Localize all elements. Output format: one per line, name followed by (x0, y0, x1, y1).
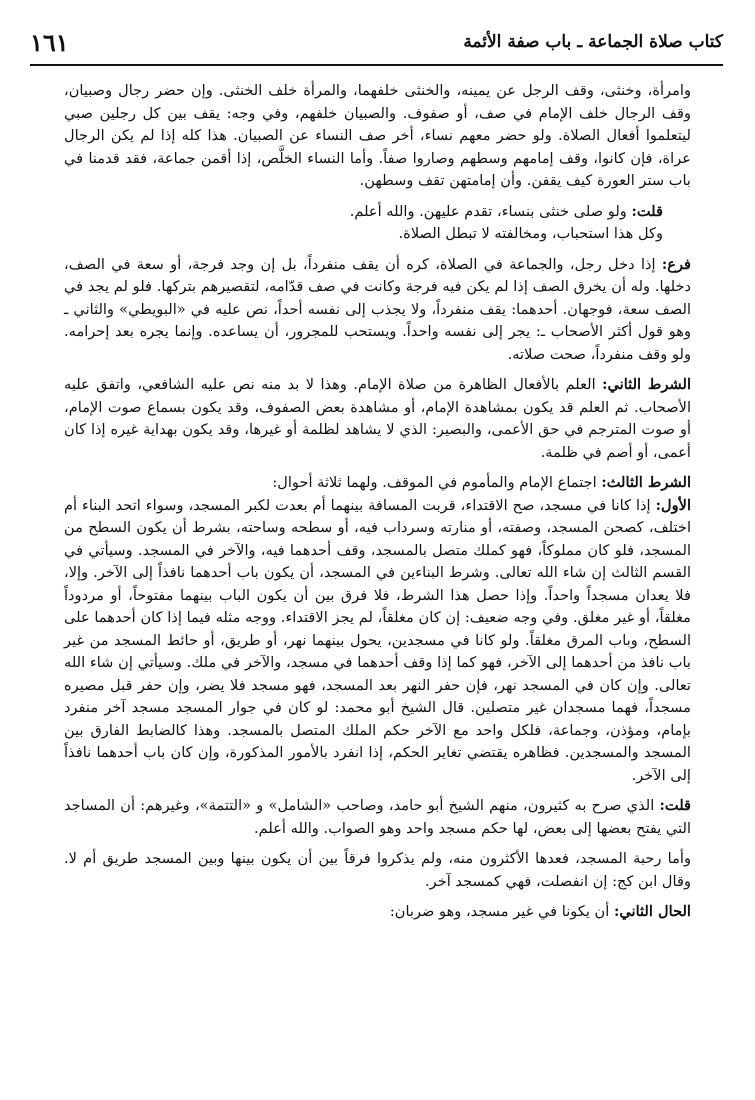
paragraph-second-case (64, 901, 691, 924)
paragraph-text: وأما رحبة المسجد، فعدها الأكثرون منه، ولم يذكروا فرقاً بين أن يكون بينها وبين المسجد طريق أم لا. وقال ابن كج: إن انفصلت، فهي كمسجد آخر. (64, 850, 691, 890)
paragraph-text: إذا دخل رجل، والجماعة في الصلاة، كره أن يقف منفرداً، بل إن وجد فرجة، أو سعة في الصف، دخلها. وله أن يخرق الصف إذا لم يكن فيه فرجة وكانت في صف قدّامه، لتقصيرهم بتركها. فلو لم يجد في الصف سعة، فوجهان. أحدهما: يقف منفرداً، ولا يجذب إلى نفسه أحداً، نص عليه في «البويطي» والثاني ـ وهو قول أكثر الأصحاب ـ: يجر إلى نفسه واحداً. ويستحب للمجرور، أن يساعده. وإنما يجره بعد إحرامه. ولو وقف منفرداً، صحت صلاته. (64, 255, 691, 363)
paragraph-far (64, 254, 691, 367)
paragraph-continuation (64, 80, 691, 193)
header-rule (30, 64, 723, 66)
paragraph-label: الأول: (655, 496, 691, 514)
running-title: كتاب صلاة الجماعة ـ باب صفة الأئمة (463, 32, 723, 52)
paragraph-label: الشرط الثالث: (601, 474, 691, 491)
page-header (30, 26, 723, 62)
paragraph-first-case (64, 495, 691, 788)
paragraph-label: فرع: (661, 255, 692, 273)
paragraph-text: إذا كانا في مسجد، صح الاقتداء، قربت المسافة بينهما أم بعدت لكبر المسجد، وسواء اتحد البناء أم اختلف، كصحن المسجد، وصفته، أو منارته وسرداب فيه، أو سطحه وساحته، بشرط أن يكون السطح من المسجد، فلو كان مملوكاً، فهو كملك متصل بالمسجد، وقف أحدهما فيه، والآخر في المسجد. وسيأتي في القسم الثالث إن شاء الله تعالى. وشرط البناءين في المسجد، أن يكون باب أحدهما نافذاً إلى الآخر. وإلا، فلا يعدان مسجداً واحداً. وإذا حصل هذا الشرط، فلا فرق بين أن يكون الباب بينهما مفتوحاً، أو مردوداً مغلقاً، أو غير مغلق. وفي وجه ضعيف: إن كان مغلقاً، لم يجز الاقتداء. ووجه مثله فيما إذا كان أحدهما على السطح، وباب المرق مغلقاً. ولو كانا في مسجدين، يحول بينهما نهر، أو طريق، أو حائط المسجد من غير باب نافذ من أحدهما إلى الآخر، فهو كما إذا وقف أحدهما في مسجد، والآخر في ملك. وسيأتي إن شاء الله تعالى. وإن كان في المسجد نهر، فإن حفر النهر بعد المسجد، فهو مسجد فلا يضر، وإن حفر قبل مصيره مسجداً، فهما مسجدان غير متصلين. قال الشيخ أبو محمد: لو كان في جوار المسجد مسجد آخر منفرد بإمام، ومؤذن، وجماعة، فلكل واحد مع الآخر حكم الملك المتصل بالمسجد. وهذا كالضابط الفارق بين المسجد والمسجدين. فظاهره يقتضي تغاير الحكم، إذا انفرد بالأمور المذكورة، وإن كان باب أحدهما نافذاً إلى الآخر. (64, 496, 691, 784)
paragraph-text: وامرأة، وخنثى، وقف الرجل عن يمينه، والخنثى خلفهما، والمرأة خلف الخنثى. وإن حضر رجال وصبيان، وقف الرجال خلف الإمام في صف، أو صفوف. والصبيان خلفهم، وفي وجه: يقف بين كل رجلين صبي ليتعلموا أفعال الصلاة. ولو حضر معهم نساء، أخر صف النساء عن الصبيان. هذا كله إذا لم يكن الرجال عراة، فإن كانوا، وقف إمامهم وسطهم وصاروا صفاً. وأما النساء الخلَّص، إذا أقمن جماعة، فقد قدمنا في باب ستر العورة كيف يقفن. وأن إمامتهن تقف وسطهن. (64, 82, 691, 189)
page-body (64, 80, 691, 1088)
paragraph-ruling (64, 223, 691, 246)
paragraph-qultu-2 (64, 795, 691, 840)
paragraph-text: العلم بالأفعال الظاهرة من صلاة الإمام. وهذا لا بد منه نص عليه الشافعي، واتفق عليه الأصحاب. ثم العلم قد يكون بمشاهدة الإمام، أو مشاهدة بعض الصفوف، وقد يكون بسماع صوت الإمام، أو صوت المترجم في حق الأعمى، والبصير: الذي لا يشاهد لظلمة أو غيرها، وقد يكون بهداية غيره إذا كان أعمى، أو أصم في ظلمة. (64, 376, 691, 461)
paragraph-qultu (64, 201, 691, 224)
paragraph-text: الذي صرح به كثيرون، منهم الشيخ أبو حامد، وصاحب «الشامل» و «التتمة»، وغيرهم: أن المساجد التي يفتح بعضها إلى بعض، لها حكم مسجد واحد وهو الصواب. والله أعلم. (64, 797, 691, 837)
paragraph-label: قلت: (631, 202, 663, 220)
paragraph-text: ولو صلى خنثى بنساء، تقدم عليهن. والله أعلم. (349, 202, 627, 220)
paragraph-text: أن يكونا في غير مسجد، وهو ضربان: (389, 903, 610, 920)
paragraph-label: قلت: (659, 797, 692, 814)
paragraph-label: الحال الثاني: (613, 903, 691, 920)
paragraph-label: الشرط الثاني: (602, 376, 691, 393)
page-number: ١٦١ (30, 28, 69, 57)
paragraph-third-condition (64, 472, 691, 495)
paragraph-text: وكل هذا استحباب، ومخالفته لا تبطل الصلاة. (398, 225, 663, 242)
paragraph-courtyard (64, 848, 691, 893)
paragraph-second-condition (64, 374, 691, 464)
paragraph-text: اجتماع الإمام والمأموم في الموقف. ولهما ثلاثة أحوال: (272, 474, 597, 491)
